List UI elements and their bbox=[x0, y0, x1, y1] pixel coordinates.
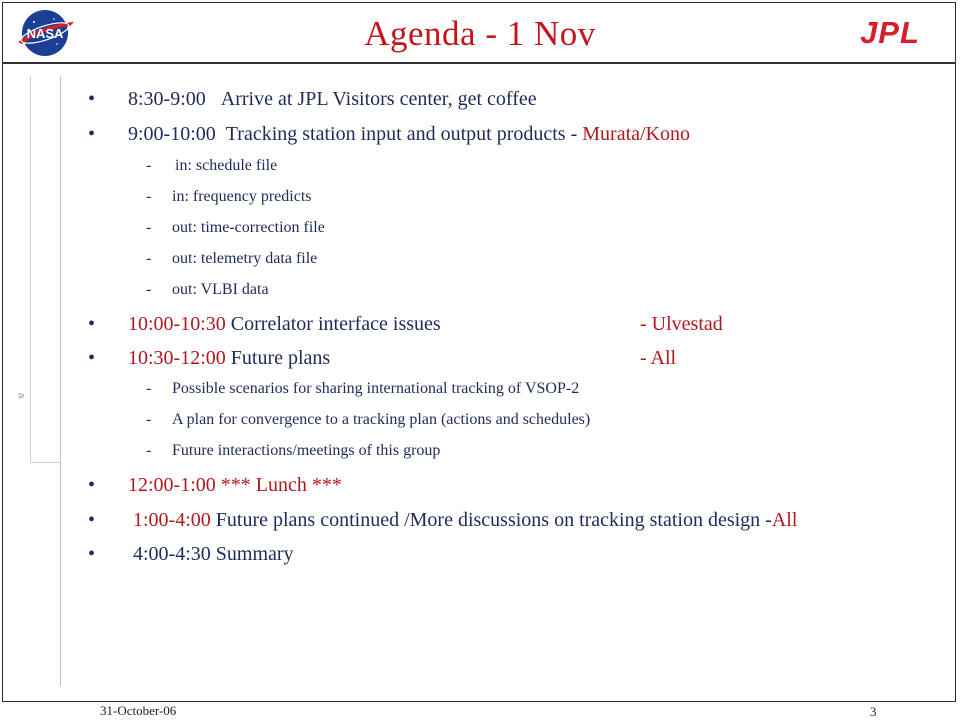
agenda-time: 9:00-10:00 bbox=[128, 123, 216, 145]
dash-icon: - bbox=[146, 219, 152, 236]
agenda-item-text bbox=[133, 509, 797, 532]
agenda-description: Arrive at JPL Visitors center, get coffee bbox=[220, 88, 537, 110]
agenda-item-text bbox=[128, 313, 441, 336]
bullet-icon: • bbox=[88, 347, 96, 369]
agenda-presenter: - Ulvestad bbox=[640, 313, 723, 335]
agenda-time: 4:00-4:30 bbox=[133, 543, 211, 565]
bullet-icon: • bbox=[88, 543, 96, 565]
bullet-icon: • bbox=[88, 509, 96, 531]
left-margin-line bbox=[60, 76, 61, 686]
page-number: 3 bbox=[870, 704, 877, 719]
footer-date: 31-October-06 bbox=[100, 703, 177, 718]
agenda-description: Summary bbox=[215, 543, 294, 565]
left-guide-line bbox=[30, 76, 31, 462]
agenda-description: Future plans bbox=[230, 347, 331, 369]
left-margin-mark: a bbox=[15, 392, 27, 399]
sub-item-text: out: time-correction file bbox=[172, 219, 325, 236]
agenda-item-text bbox=[133, 543, 294, 566]
left-guide-foot bbox=[30, 462, 60, 463]
title-divider bbox=[2, 62, 956, 64]
agenda-item-text bbox=[128, 347, 330, 370]
sub-item-text: out: VLBI data bbox=[172, 281, 269, 298]
dash-icon: - bbox=[146, 442, 152, 459]
jpl-logo-text: JPL bbox=[860, 16, 920, 50]
agenda-item-text bbox=[128, 88, 537, 111]
bullet-icon: • bbox=[88, 313, 96, 335]
agenda-description: Future plans continued /More discussions on tracking station design - bbox=[215, 509, 772, 531]
sub-item-text: A plan for convergence to a tracking plan (actions and schedules) bbox=[172, 411, 591, 428]
agenda-time: 10:00-10:30 bbox=[128, 313, 226, 335]
agenda-description: *** Lunch *** bbox=[220, 474, 342, 496]
dash-icon: - bbox=[146, 188, 152, 205]
sub-item-text: out: telemetry data file bbox=[172, 250, 318, 267]
agenda-presenter: - All bbox=[640, 347, 677, 369]
sub-item-text: in: frequency predicts bbox=[172, 188, 312, 205]
dash-icon: - bbox=[146, 250, 152, 267]
dash-icon: - bbox=[146, 411, 152, 428]
dash-icon: - bbox=[146, 380, 152, 397]
agenda-description: Correlator interface issues bbox=[230, 313, 441, 335]
agenda-presenter: Murata/Kono bbox=[582, 123, 691, 145]
dash-icon: - bbox=[146, 157, 152, 174]
agenda-presenter: All bbox=[771, 509, 798, 531]
bullet-icon: • bbox=[88, 474, 96, 496]
sub-item-text: in: schedule file bbox=[175, 157, 278, 174]
agenda-description: Tracking station input and output products - bbox=[225, 123, 583, 145]
sub-item-text: Future interactions/meetings of this group bbox=[172, 442, 441, 459]
dash-icon: - bbox=[146, 281, 152, 298]
agenda-item-text bbox=[128, 474, 342, 497]
sub-item-text: Possible scenarios for sharing international tracking of VSOP-2 bbox=[172, 380, 580, 397]
nasa-logo-text: NASA bbox=[26, 26, 64, 41]
slide-title: Agenda - 1 Nov bbox=[364, 14, 596, 53]
agenda-time: 10:30-12:00 bbox=[128, 347, 226, 369]
agenda-item-text bbox=[128, 123, 690, 146]
agenda-time: 1:00-4:00 bbox=[133, 509, 211, 531]
bullet-icon: • bbox=[88, 88, 96, 110]
bullet-icon: • bbox=[88, 123, 96, 145]
agenda-time: 12:00-1:00 bbox=[128, 474, 216, 496]
agenda-time: 8:30-9:00 bbox=[128, 88, 206, 110]
